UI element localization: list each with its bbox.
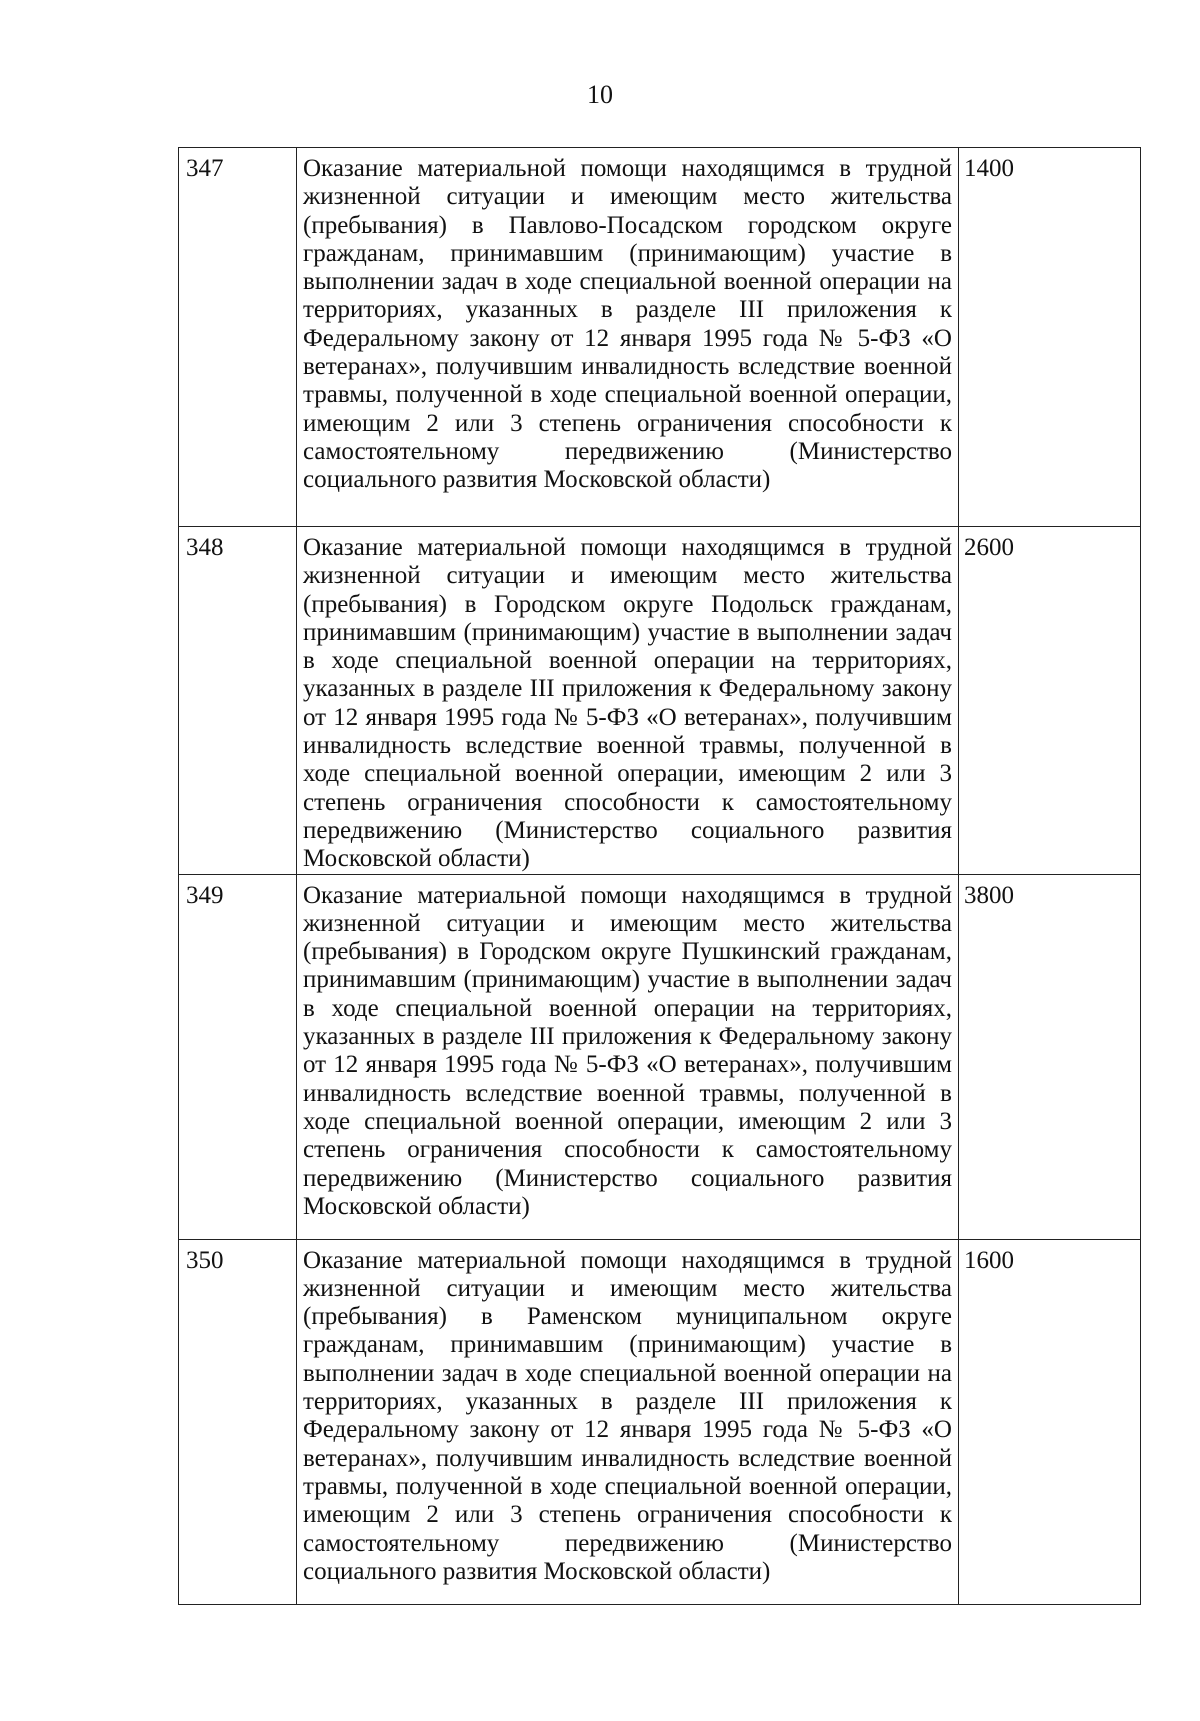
row-description-cell (297, 874, 959, 1239)
table-row (179, 874, 1141, 1239)
table-row (179, 148, 1141, 527)
row-description: Оказание материальной помощи находящимся в трудной жизненной ситуации и имеющим место жительства (пребывания) в Городском округе Пушкинский гражданам, принимавшим (принимающим) участие в выполнении задач в ходе специальной военной операции на территориях, указанных в разделе III приложения к Федеральному закону от 12 января 1995 года № 5-ФЗ «О ветеранах», получившим инвалидность вследствие военной травмы, полученной в ходе специальной военной операции, имеющим 2 или 3 степень ограничения способности к самостоятельному передвижению (Министерство социального развития Московской области) (303, 881, 952, 1220)
row-amount-cell: 1400 (959, 148, 1141, 527)
row-number-cell: 349 (179, 874, 297, 1239)
page-number: 10 (587, 80, 613, 109)
row-description-cell (297, 527, 959, 875)
table-row (179, 1239, 1141, 1604)
row-amount-cell: 3800 (959, 874, 1141, 1239)
row-number-cell: 347 (179, 148, 297, 527)
row-description-cell (297, 148, 959, 527)
table-row (179, 527, 1141, 875)
row-description-cell (297, 1239, 959, 1604)
row-amount-cell: 2600 (959, 527, 1141, 875)
row-description: Оказание материальной помощи находящимся в трудной жизненной ситуации и имеющим место жительства (пребывания) в Раменском муниципальном округе гражданам, принимавшим (принимающим) участие в выполнении задач в ходе специальной военной операции на территориях, указанных в разделе III приложения к Федеральному закону от 12 января 1995 года № 5-ФЗ «О ветеранах», получившим инвалидность вследствие военной травмы, полученной в ходе специальной военной операции, имеющим 2 или 3 степень ограничения способности к самостоятельному передвижению (Министерство социального развития Московской области) (303, 1246, 952, 1585)
row-description: Оказание материальной помощи находящимся в трудной жизненной ситуации и имеющим место жительства (пребывания) в Городском округе Подольск гражданам, принимавшим (принимающим) участие в выполнении задач в ходе специальной военной операции на территориях, указанных в разделе III приложения к Федеральному закону от 12 января 1995 года № 5-ФЗ «О ветеранах», получившим инвалидность вследствие военной травмы, полученной в ходе специальной военной операции, имеющим 2 или 3 степень ограничения способности к самостоятельному передвижению (Министерство социального развития Московской области) (303, 534, 952, 873)
budget-table (178, 147, 1141, 1605)
row-number-cell: 348 (179, 527, 297, 875)
row-amount-cell: 1600 (959, 1239, 1141, 1604)
row-description: Оказание материальной помощи находящимся в трудной жизненной ситуации и имеющим место жительства (пребывания) в Павлово-Посадском городском округе гражданам, принимавшим (принимающим) участие в выполнении задач в ходе специальной военной операции на территориях, указанных в разделе III приложения к Федеральному закону от 12 января 1995 года № 5-ФЗ «О ветеранах», получившим инвалидность вследствие военной травмы, полученной в ходе специальной военной операции, имеющим 2 или 3 степень ограничения способности к самостоятельному передвижению (Министерство социального развития Московской области) (303, 155, 952, 494)
row-number-cell: 350 (179, 1239, 297, 1604)
